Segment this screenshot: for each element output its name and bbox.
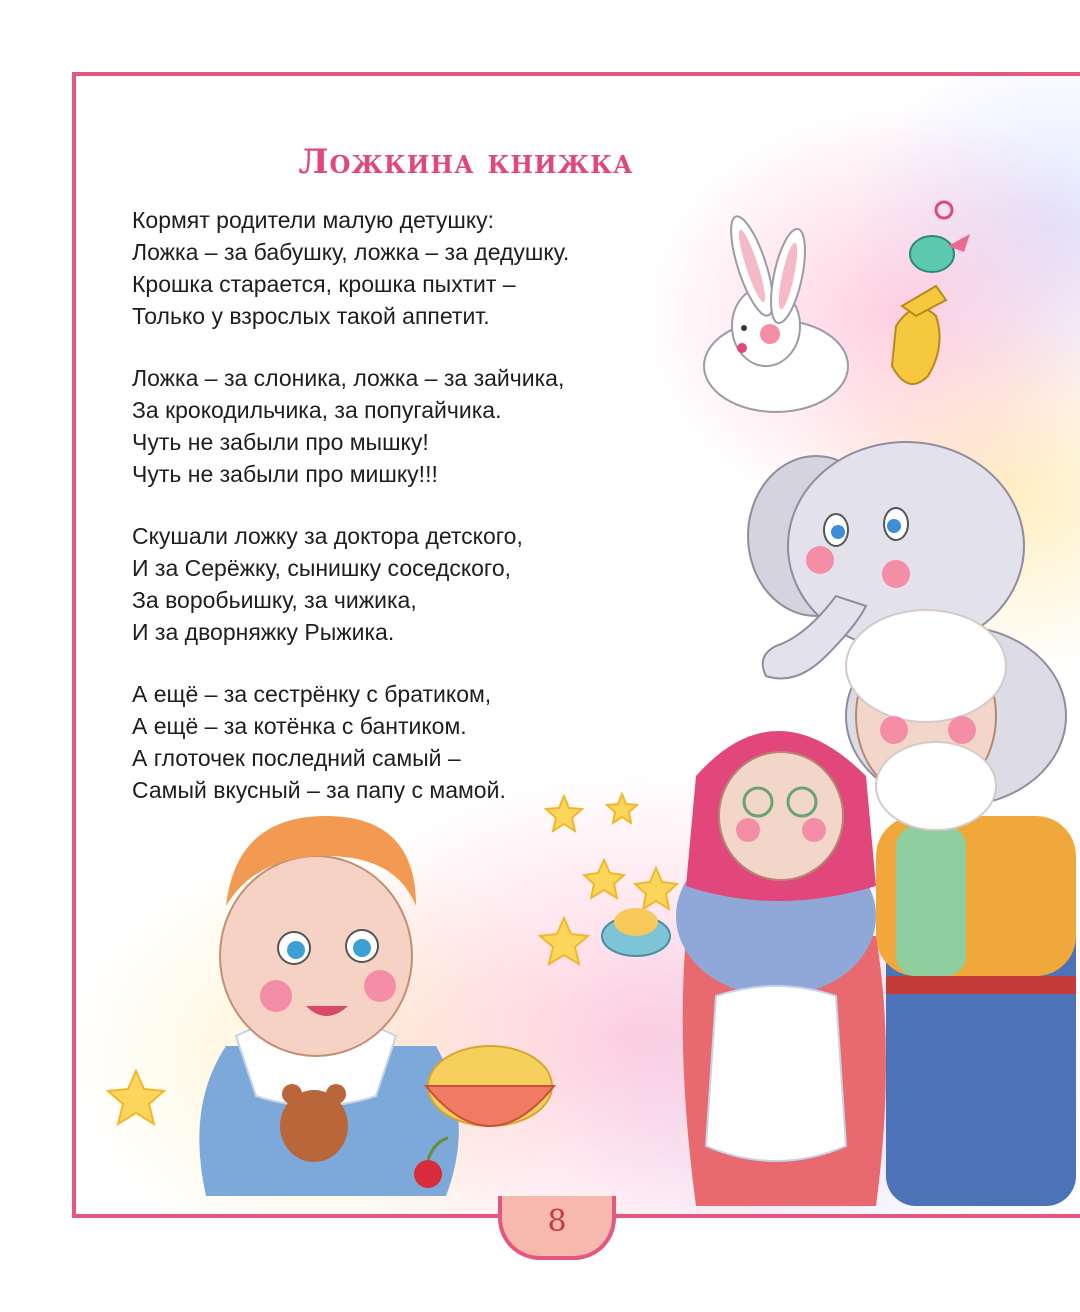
poem-line: Скушали ложку за доктора детского, bbox=[132, 523, 523, 549]
poem-line: За крокодильчика, за попугайчика. bbox=[132, 397, 502, 423]
poem-line: Чуть не забыли про мишку!!! bbox=[132, 461, 438, 487]
porridge-bowl bbox=[426, 1046, 554, 1126]
poem-line: А ещё – за котёнка с бантиком. bbox=[132, 713, 467, 739]
stanza bbox=[132, 678, 752, 806]
page-number: 8 bbox=[547, 1204, 567, 1239]
page-title: Ложкина книжка bbox=[298, 142, 634, 182]
poem-line: И за Серёжку, сынишку соседского, bbox=[132, 555, 511, 581]
poem-line: Крошка старается, крошка пыхтит – bbox=[132, 271, 516, 297]
parrot bbox=[910, 202, 970, 272]
stanza bbox=[132, 362, 752, 490]
stanza bbox=[132, 204, 752, 332]
stanza bbox=[132, 520, 752, 648]
baby bbox=[199, 816, 459, 1196]
star-icon bbox=[635, 868, 677, 909]
page-frame bbox=[72, 72, 1080, 1218]
poem-line: И за дворняжку Рыжика. bbox=[132, 619, 395, 645]
poem-line: Ложка – за бабушку, ложка – за дедушку. bbox=[132, 239, 570, 265]
poem-line: Самый вкусный – за папу с мамой. bbox=[132, 777, 506, 803]
page-number-tab bbox=[498, 1196, 616, 1260]
poem-line: А глоточек последний самый – bbox=[132, 745, 461, 771]
poem-line: А ещё – за сестрёнку с братиком, bbox=[132, 681, 492, 707]
star-icon bbox=[540, 918, 588, 964]
poem-line: Только у взрослых такой аппетит. bbox=[132, 303, 490, 329]
crocodile bbox=[892, 286, 946, 384]
star-icon bbox=[584, 860, 624, 898]
poem-line: За воробьишку, за чижика, bbox=[132, 587, 417, 613]
poem-line: Ложка – за слоника, ложка – за зайчика, bbox=[132, 365, 565, 391]
poem bbox=[132, 204, 752, 836]
star-icon bbox=[108, 1071, 164, 1124]
poem-line: Чуть не забыли про мышку! bbox=[132, 429, 429, 455]
poem-line: Кормят родители малую детушку: bbox=[132, 207, 495, 233]
